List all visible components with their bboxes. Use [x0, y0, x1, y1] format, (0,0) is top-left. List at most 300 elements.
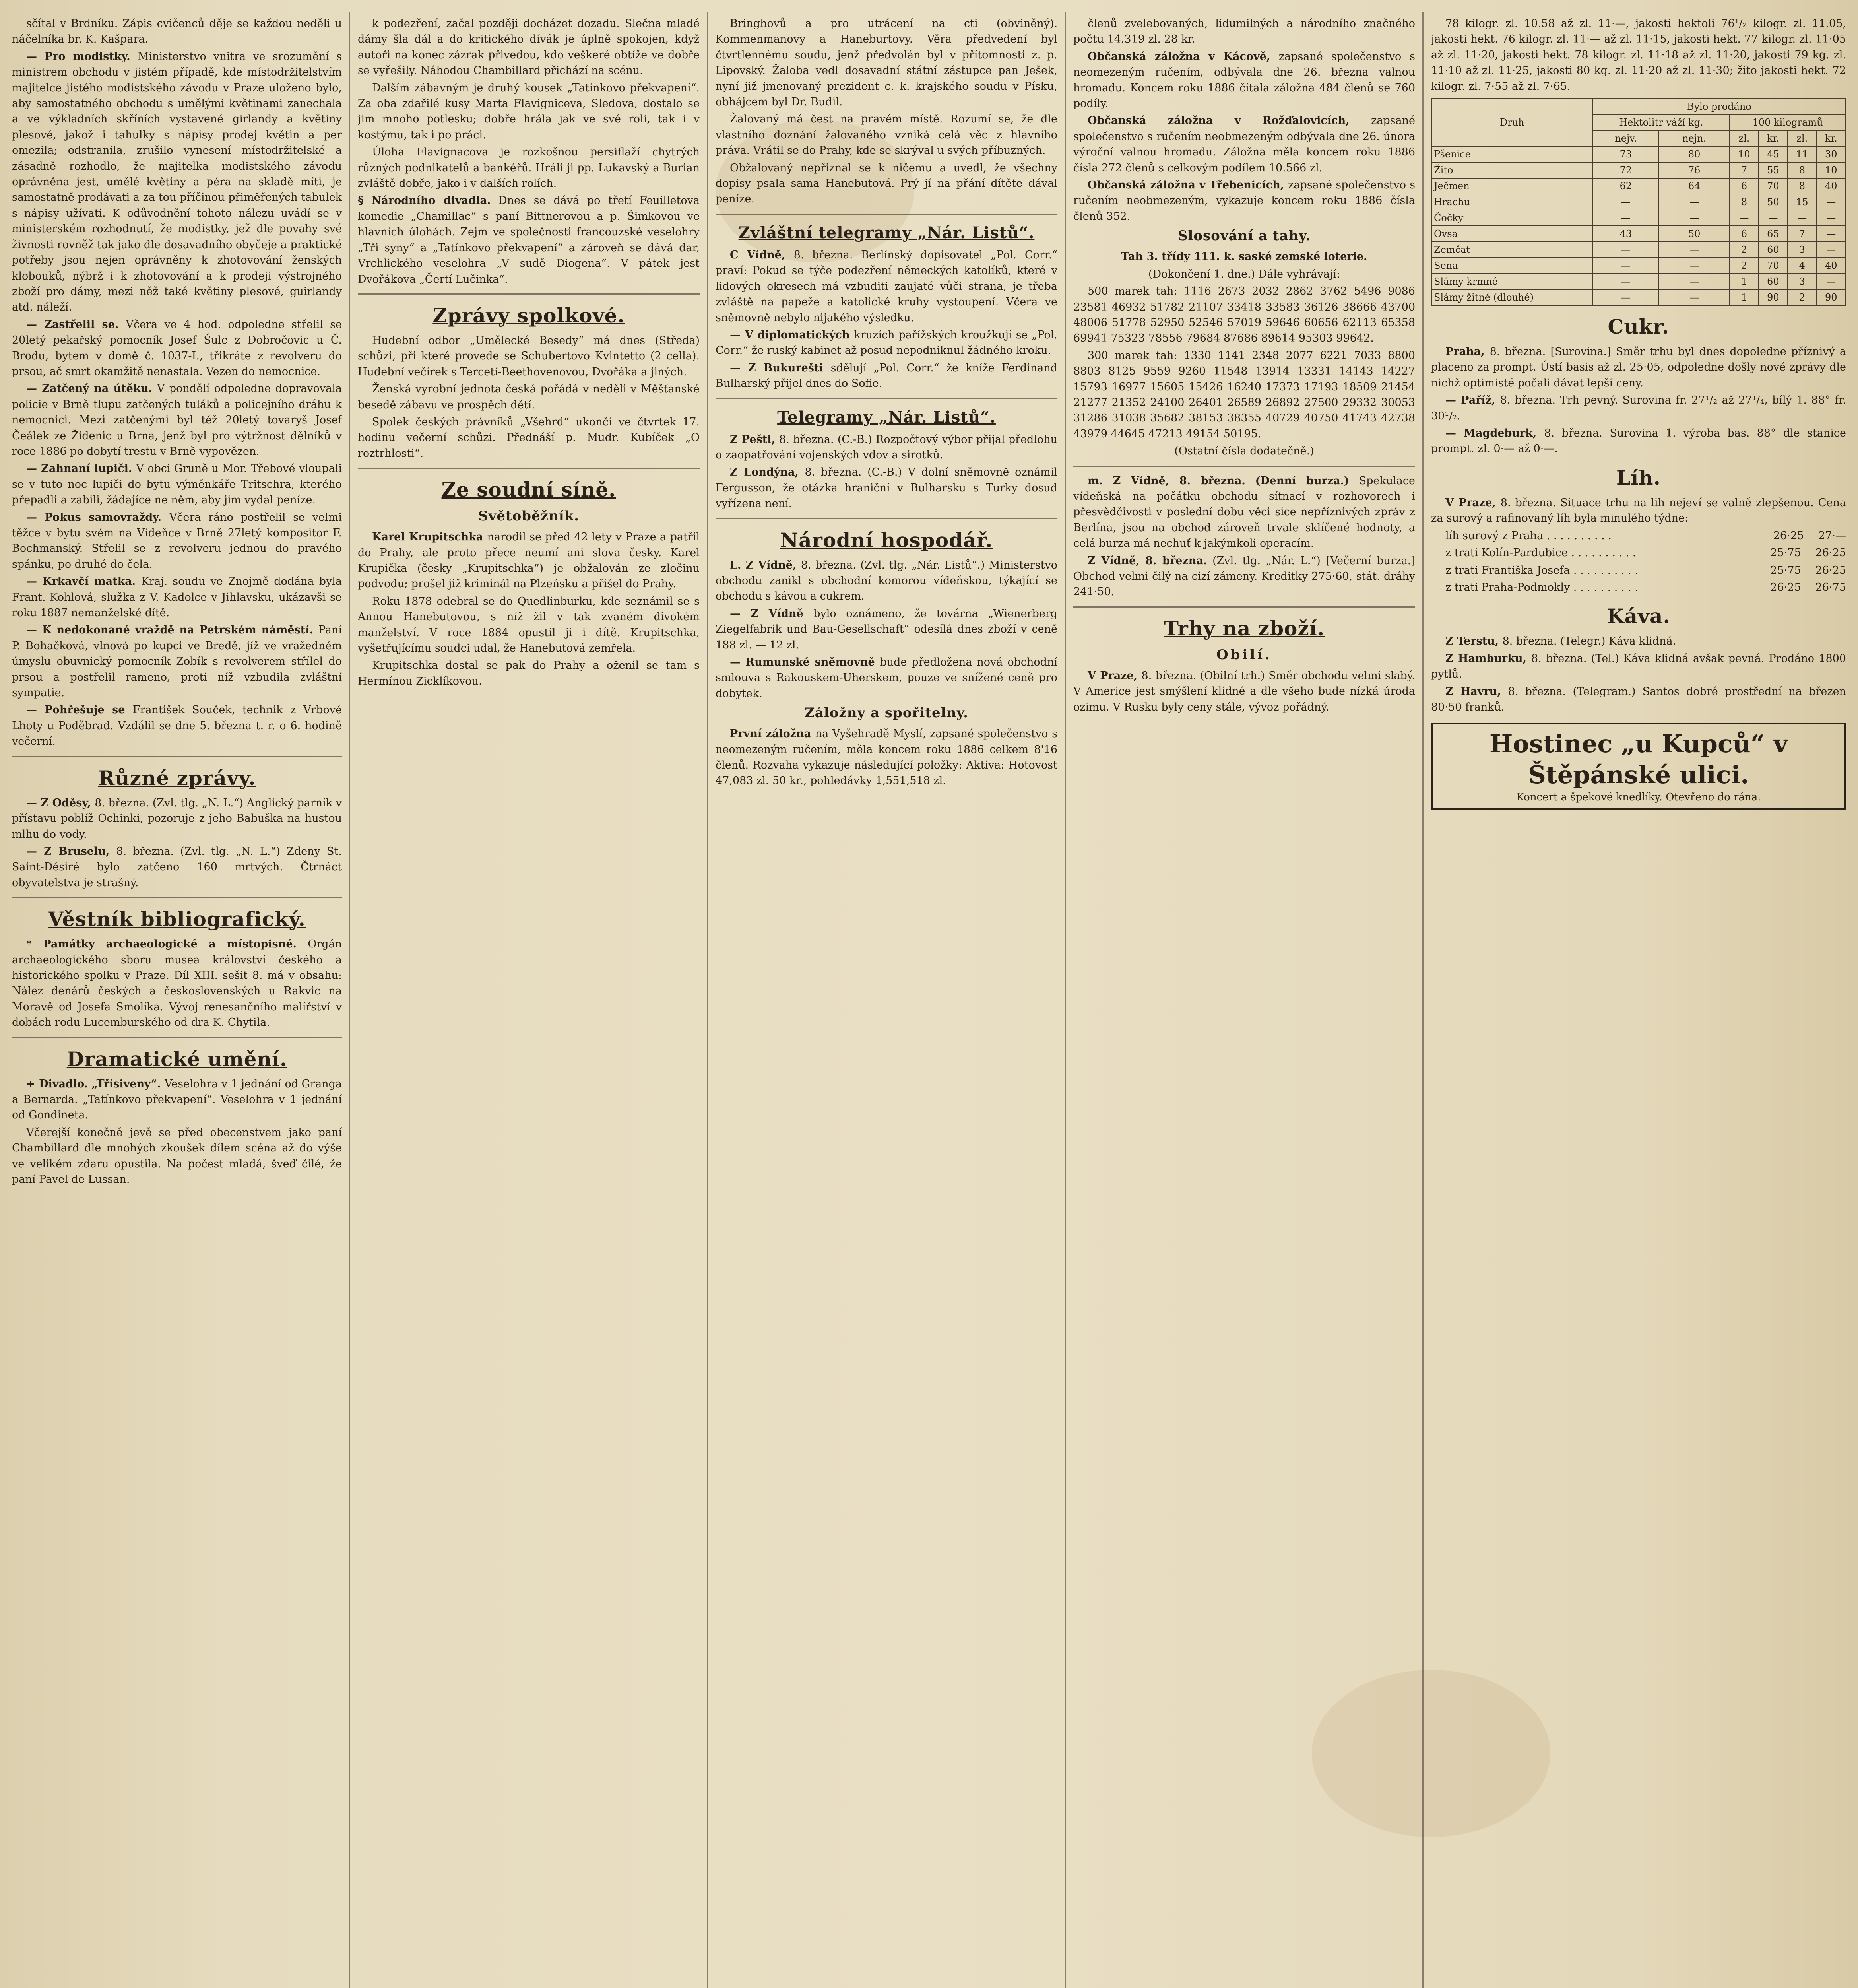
article-text: Hudební odbor „Umělecké Besedy“ má dnes (Středa) schůzi, při které provede se Schubertovo Kvintetto (2 cella). Hudební večírek s Tercetí-Beethovenovou, Dvořáka a jiných. — [358, 334, 700, 378]
article-paragraph — [12, 1125, 342, 1188]
table-cell: 72 — [1593, 162, 1659, 178]
section-title-dramaticke: Dramatické umění. — [66, 1047, 287, 1071]
article-paragraph — [716, 726, 1057, 789]
table-row — [1431, 178, 1846, 194]
table-cell: 8 — [1788, 162, 1817, 178]
table-cell: — — [1659, 210, 1730, 226]
article-lead: L. Z Vídně, — [730, 559, 801, 571]
section-title-cukr: Cukr. — [1608, 315, 1670, 339]
article-lead: — Magdeburk, — [1445, 427, 1544, 440]
article-paragraph — [716, 464, 1057, 511]
table-cell: — — [1817, 274, 1846, 289]
article-text: Včerejší konečně jevě se před obecenstvem jako paní Chambillard dle mnohých zkoušek dílem scéna až do výše ve velikém zdaru opustila. Na počest mladá, šveď čilé, že paní Pavel de Lussan. — [12, 1126, 342, 1186]
section-rule — [1073, 466, 1415, 467]
article-paragraph — [12, 622, 342, 701]
table-cell: 64 — [1659, 178, 1730, 194]
col3-telegr1 — [716, 247, 1057, 392]
article-text: členů zvelebovaných, lidumilných a národního značného počtu 14.319 zl. 28 kr. — [1073, 17, 1415, 46]
article-text: zapsané společenstvo s ručením neobmezeným, vykazuje koncem roku 1886 čísla členů 352. — [1073, 179, 1415, 223]
burza2-paragraph — [1073, 553, 1415, 600]
table-cell: — — [1659, 258, 1730, 274]
table-cell: 70 — [1759, 258, 1788, 274]
article-paragraph — [1073, 16, 1415, 47]
article-text: Včera ve 4 hod. odpoledne střelil se 20letý pekařský pomocník Josef Šulc z Dobročovic u Č. Brodu, bytem v domě č. 1037-I., třikráte z revolveru do prsou, ač smrt okamžitě nenastala. Vezen do nemocnice. — [12, 318, 342, 378]
article-paragraph — [1073, 113, 1415, 176]
price-value: 26·25 — [1773, 529, 1804, 542]
loterie-head: Tah 3. třídy 111. k. saské zemské loterie. — [1121, 250, 1367, 263]
article-text: 8. března. (Zvl. tlg. „N. L.“) Anglický parník v přístavu poblíž Ochinki, pozoruje z jeho Babuška na hustou mlhu do vody. — [12, 796, 342, 841]
table-cell: — — [1730, 210, 1759, 226]
article-text: Krupitschka dostal se pak do Prahy a oženil se tam s Hermínou Zicklíkovou. — [358, 659, 700, 687]
section-title-spolky: Zprávy spolkové. — [432, 303, 625, 327]
table-cell: 80 — [1659, 146, 1730, 162]
col1-items — [12, 16, 342, 749]
section-subtitle-obili: Obilí. — [1216, 646, 1272, 663]
column-5 — [1431, 16, 1846, 1988]
article-paragraph — [358, 333, 700, 380]
table-cell-label: Ječmen — [1431, 178, 1593, 194]
article-lead: — K nedokonané vraždě na Petrském náměstí. — [26, 624, 318, 637]
table-cell: 50 — [1759, 194, 1788, 210]
price-label: z trati Kolín-Pardubice . . . . . . . . . . — [1445, 547, 1636, 559]
article-lead: Z Londýna, — [730, 466, 805, 479]
burza-paragraph — [1073, 473, 1415, 551]
article-text: Úloha Flavignacova je rozkošnou persiflaží chytrých různých podnikatelů a bankéřů. Hráli ji pp. Lukavský a Burian zvláště dobře, jako i v dalších rolích. — [358, 146, 700, 190]
article-lead: * Památky archaeologické a místopisné. — [26, 938, 308, 951]
table-cell: — — [1817, 210, 1846, 226]
table-cell: 10 — [1817, 162, 1846, 178]
table-row — [1431, 226, 1846, 242]
table-cell: 60 — [1759, 242, 1788, 258]
article-text: zapsané společenstvo s ručením neobmezeným odbývala dne 26. února výroční valnou hromadu. Záložna měla koncem roku 1886 čísla 272 členů s celkovým podílem 10.566 zl. — [1073, 115, 1415, 174]
article-lead: — Pro modistky. — [26, 50, 138, 63]
article-text: Paní P. Bohačková, vlnová po kupci ve Bredě, jíž ve vražedném úmyslu obuvnický pomocník Zobík s revolverem střílel do prsou a postřelil rameno, proti níž vzbudila zvláštní sympatie. — [12, 624, 342, 699]
table-cell: 1 — [1730, 274, 1759, 289]
table-cell-label: Pšenice — [1431, 146, 1593, 162]
article-text: Bringhovů a pro utrácení na cti (obviněný). Kommenmanovy a Haneburtovy. Věra předvedení byl čtvrtlennému soudu, jenž předvolán byl v přítomnosti z. p. Lipovský. Žaloba vedl dosavadní státní zástupce pan Ješek, nyní již jmenovaný prezident c. k. krajského soudu v Písku, obhájcem byl Dr. Budil. — [716, 17, 1057, 109]
table-cell: 2 — [1730, 258, 1759, 274]
table-cell: — — [1593, 274, 1659, 289]
column-3 — [716, 16, 1057, 1988]
article-paragraph — [12, 844, 342, 891]
section-title-vestnik: Věstník bibliografický. — [48, 907, 306, 931]
article-paragraph — [12, 1076, 342, 1123]
article-text: 8. března. (Telegram.) Santos dobré prostřední na březen 80·50 franků. — [1431, 685, 1846, 713]
table-cell: 8 — [1788, 178, 1817, 194]
table-cell: 30 — [1817, 146, 1846, 162]
article-paragraph — [1073, 49, 1415, 112]
price-value: 26·25 — [1815, 564, 1846, 577]
table-cell: — — [1817, 194, 1846, 210]
col5-cukr — [1431, 344, 1846, 457]
article-lead: Z Pešti, — [730, 433, 780, 446]
price-value: 26·25 — [1770, 581, 1801, 594]
article-text: 8. března. (Tel.) Káva klidná avšak pevná. Prodáno 1800 pytlů. — [1431, 652, 1846, 681]
table-cell-label: Sena — [1431, 258, 1593, 274]
section-rule — [1073, 606, 1415, 608]
burza-head-em: (Denní burza.) — [1255, 474, 1349, 487]
column-1 — [12, 16, 342, 1988]
divadlo-head: § Národního divadla. — [358, 194, 491, 207]
article-text: 8. března. (Zvl. tlg. „N. L.“) Zdeny St. Saint-Désiré bylo zatčeno 160 mrtvých. Čtrnáct obyvatelstva je strašný. — [12, 845, 342, 889]
article-text: Včera ráno postřelil se velmi těžce v bytu svém na Vídeňce v Brně 27letý kompositor F. Bochmanský. Střelil se z revolveru jednou do pravého spánku, po druhé do čela. — [12, 511, 342, 571]
article-text: 8. března. [Surovina.] Směr trhu byl dnes dopoledne příznivý a placeno za prompt. Ústí basis až zl. 25·05, odpoledne došly nové zprávy dle nichž optimisté počali dávat lepší ceny. — [1431, 346, 1846, 389]
price-value: 27·— — [1818, 529, 1846, 542]
column-2 — [358, 16, 700, 1988]
col3-hosp — [716, 557, 1057, 702]
article-paragraph — [358, 414, 700, 461]
article-paragraph — [1073, 177, 1415, 224]
burza2-head: Z Vídně, 8. března. — [1088, 554, 1207, 567]
section-title-telegr2: Telegramy „Nár. Listů“. — [777, 408, 996, 427]
table-cell: — — [1593, 210, 1659, 226]
article-lead: C Vídně, — [730, 248, 794, 261]
table-cell: 7 — [1788, 226, 1817, 242]
table-cell: — — [1759, 210, 1788, 226]
article-paragraph — [12, 49, 342, 315]
table-cell: 3 — [1788, 242, 1817, 258]
article-lead: — Zastřelil se. — [26, 318, 126, 331]
divadlo-paragraph — [358, 193, 700, 287]
section-rule — [12, 1037, 342, 1038]
table-cell: — — [1593, 258, 1659, 274]
article-text: Dalším zábavným je druhý kousek „Tatínkovo překvapení“. Za oba zdařilé kusy Marta Flavigniceva, Sledova, dostalo se jim mnoho potlesku; dobře hrála jak ve své roli, tak i v kostýmu, tak i po práci. — [358, 82, 700, 141]
price-row — [1431, 563, 1846, 578]
section-rule — [716, 518, 1057, 519]
article-paragraph — [1431, 684, 1846, 715]
table-row — [1431, 210, 1846, 226]
price-row — [1431, 528, 1846, 544]
section-rule — [12, 756, 342, 757]
col1-vestnik — [12, 936, 342, 1030]
section-title-soud: Ze soudní síně. — [441, 478, 616, 502]
article-lead: Z Hamburku, — [1445, 652, 1531, 665]
col3-zalozny — [716, 726, 1057, 789]
article-lead: Karel Krupitschka — [372, 531, 487, 544]
burza2-text: (Zvl. tlg. „Nár. L.“) [Večerní burza.] Obchod velmi čilý na cizí zámeny. Kreditky 275·60, stát. dráhy 241·50. — [1073, 554, 1415, 598]
section-title-loterie: Slosování a tahy. — [1177, 228, 1311, 244]
table-row — [1431, 242, 1846, 258]
article-text: narodil se před 42 lety v Praze a patřil do Prahy, ale proto přece neumí ani slova česky. Karel Krupička (česky „Krupitschka“) je obžalován ze zločinu podvodu; prošel již kriminál na Plzeňsku a přišel do Prahy. — [358, 531, 700, 590]
article-lead: V Praze, — [1445, 496, 1501, 509]
divadlo-text: Dnes se dává po třetí Feuilletova komedie „Chamillac“ s paní Bittnerovou a p. Šimkovou ve hlavních úlohách. Zejm ve společnosti francouzské veselohry „Tři syny“ a „Tatínkovo překvapení“ a zároveň se dává dar, Vrchlického veselohra „V sudě Diogena“. V pátek jest Dvořákova „Čertí Lučinka“. — [358, 194, 700, 285]
article-text: sdělují „Pol. Corr.“ že kníže Ferdinand Bulharský přijel dnes do Sofie. — [716, 361, 1057, 390]
article-paragraph — [358, 16, 700, 79]
table-cell-label: Ovsa — [1431, 226, 1593, 242]
article-text: 8. března. Situace trhu na lih nejeví se valně zlepšenou. Cena za surový a rafinovaný líh byla minulého týdne: — [1431, 496, 1846, 525]
table-cell: — — [1659, 242, 1730, 258]
article-paragraph — [716, 557, 1057, 604]
article-lead: Občanská záložna v Třebenicích, — [1088, 179, 1288, 192]
article-lead: — V diplomatických — [730, 328, 854, 341]
table-cell: 40 — [1817, 258, 1846, 274]
col4-trhy — [1073, 668, 1415, 715]
article-lead: Praha, — [1445, 346, 1490, 358]
article-lead: + Divadlo. „Třísiveny“. — [26, 1077, 165, 1090]
article-paragraph — [358, 80, 700, 143]
article-paragraph — [1431, 633, 1846, 649]
column-rule — [1422, 12, 1424, 1988]
table-cell: 90 — [1817, 289, 1846, 305]
section-subtitle-zalozny: Záložny a spořitelny. — [804, 705, 969, 721]
article-paragraph — [12, 510, 342, 573]
table-head-prodano: Bylo prodáno — [1593, 99, 1846, 115]
article-text: 8. března. (C.-B.) Rozpočtový výbor přijal předlohu o zaopatřování vojenských vdov a sirotků. — [716, 433, 1057, 461]
article-paragraph — [1431, 651, 1846, 682]
article-text: V pondělí odpoledne dopravovala policie v Brně tlupu zatčených tuláků a policejního dráhu k nemocnici. Mezi zatčenými byl též 20letý tovaryš Josef Čeálek ze Židenic u Brna, jenž byl pro výtržnost dělníků v roce 1886 po dobytí trestu v Brně vypovězen. — [12, 382, 342, 458]
section-title-trhy: Trhy na zboží. — [1164, 616, 1325, 640]
article-text: na Vyšehradě Myslí, zapsané společenstvo s neomezeným ručením, měla koncem roku 1886 celkem 8'16 členů. Rozvaha vykazuje následující položky: Aktiva: Hotovost 47,083 zl. 50 kr., pohledávky 1,551,518 zl. — [716, 728, 1057, 787]
col3-telegr2 — [716, 432, 1057, 512]
article-text: 8. března. (Obilní trh.) Směr obchodu velmi slabý. V Americe jest smýšlení klidné a dle všeho bude nízká úroda ozimu. V Rusku byly ceny stále, vývoz pořádný. — [1073, 669, 1415, 713]
article-paragraph — [12, 702, 342, 749]
col3-items — [716, 16, 1057, 207]
article-lead: — Z Bruselu, — [26, 845, 116, 858]
table-cell: 40 — [1817, 178, 1846, 194]
article-text: zapsané společenstvo s neomezeným ručením, odbývala dne 26. března valnou hromadu. Koncem roku 1886 čítala záložna 484 členů se 760 podíly. — [1073, 50, 1415, 110]
article-paragraph — [12, 795, 342, 842]
column-rule — [1065, 12, 1066, 1988]
article-lead: — Z Bukurešti — [730, 361, 831, 374]
table-cell: 70 — [1759, 178, 1788, 194]
article-paragraph — [716, 327, 1057, 359]
price-value: 25·75 — [1770, 547, 1801, 559]
col1-dramaticke — [12, 1076, 342, 1188]
article-text: Orgán archaeologického sboru musea království českého a historického spolku v Praze. Díl XIII. sešit 8. má v obsahu: Nález denárů českých a československých u Rakvic na Moravě od Josefa Smolíka. Vývoj renesančního malířství v dobách rodu Lucemburského od dra K. Chytila. — [12, 938, 342, 1029]
table-head-hekt: Hektolitr váží kg. — [1593, 115, 1730, 130]
price-value: 26·25 — [1815, 547, 1846, 559]
table-cell: 55 — [1759, 162, 1788, 178]
article-lead: — Krkavčí matka. — [26, 575, 142, 588]
article-lead: Občanská záložna v Kácově, — [1088, 50, 1279, 63]
table-cell: — — [1593, 194, 1659, 210]
section-title-hospodar: Národní hospodář. — [780, 528, 993, 552]
table-subhead: nejn. — [1659, 130, 1730, 146]
col5-lih — [1431, 495, 1846, 526]
table-cell: 2 — [1730, 242, 1759, 258]
col5-items — [1431, 16, 1846, 94]
article-text: 8. března. Surovina 1. výroba bas. 88° dle stanice prompt. zl. 0·— až 0·—. — [1431, 427, 1846, 455]
table-cell: 7 — [1730, 162, 1759, 178]
article-paragraph — [358, 381, 700, 413]
price-label: z trati Františka Josefa . . . . . . . . . . — [1445, 564, 1638, 577]
price-value: 25·75 — [1770, 564, 1801, 577]
article-paragraph — [12, 936, 342, 1030]
grain-price-table — [1431, 98, 1846, 306]
ad-title: Hostinec „u Kupců“ v Štěpánské ulici. — [1489, 729, 1788, 790]
table-row — [1431, 194, 1846, 210]
article-paragraph — [358, 594, 700, 656]
article-lead: — Paříž, — [1445, 394, 1500, 407]
article-paragraph — [716, 111, 1057, 158]
article-paragraph — [1073, 668, 1415, 715]
column-rule — [349, 12, 350, 1988]
article-paragraph — [716, 16, 1057, 110]
table-cell: 6 — [1730, 178, 1759, 194]
article-lead: Z Havru, — [1445, 685, 1508, 698]
col2-spolky — [358, 333, 700, 461]
table-cell-label: Žito — [1431, 162, 1593, 178]
article-paragraph — [716, 360, 1057, 392]
article-lead: V Praze, — [1088, 669, 1142, 682]
article-text: 8. března. (Zvl. tlg. „Nár. Listů“.) Ministerstvo obchodu zanikl s obchodní komorou vídeňskou, týkající se obchodu s kávou a cukrem. — [716, 559, 1057, 603]
article-text: Veselohra v 1 jednání od Granga a Bernarda. „Tatínkovo překvapení“. Veselohra v 1 jednání od Gondineta. — [12, 1077, 342, 1122]
col5-kava — [1431, 633, 1846, 715]
article-paragraph — [12, 16, 342, 47]
loterie-300: 300 marek tah: 1330 1141 2348 2077 6221 7033 8800 8803 8125 9559 9260 11548 13914 13331 14143 14227 15793 16977 15605 15426 16240 17373 17193 18509 21454 21277 21352 24100 26401 26589 26892 27500 29332 30053 31286 31038 35682 38153 38355 40729 40750 41743 42738 43979 44645 47213 49154 50195. — [1073, 349, 1415, 440]
table-cell: — — [1593, 289, 1659, 305]
section-title-telegr1: Zvláštní telegramy „Nár. Listů“. — [738, 223, 1035, 242]
article-paragraph — [1431, 392, 1846, 424]
article-paragraph — [12, 317, 342, 380]
table-cell: 8 — [1730, 194, 1759, 210]
article-paragraph — [716, 247, 1057, 326]
table-cell: 62 — [1593, 178, 1659, 194]
table-cell: 50 — [1659, 226, 1730, 242]
article-lead: Občanská záložna v Rožďalovicích, — [1088, 115, 1371, 127]
col2-soud — [358, 529, 700, 689]
table-subhead: zl. — [1730, 130, 1759, 146]
table-cell: 15 — [1788, 194, 1817, 210]
article-paragraph — [1431, 16, 1846, 94]
article-text: Ministerstvo vnitra ve srozumění s ministrem obchodu v jistém případě, kde místodržitelstvím majitelce jistého modistského závodu v Praze uloženo bylo, aby samostatného obchodu s umělými květinami zanechala a ve výkladních skříních vystavené girlandy a květiny plesové, jakož i tahulky s nápisy prodej květin a per omezila; odstranila, zrušilo vynesení místodržitelské a zásadně rozhodlo, že majitelka modistského závodu oprávněna jest, umělé květiny a péra na skladě míti, je samostatně prodávati a za tou příčinou přiměřených tabulek s nápisy užívati. K odůvodnění tohoto nálezu uvádí se v ministerském rozhodnutí, že modistky, jež dle povahy své živnosti rovněž tak jako dle dosavadního obyčeje a praktické potřeby jsou nejen oprávněny k zhotovování ženských klobouků, nýbrž i k zhotovování a k prodeji výstrojného zboží pro dámy, mezi něž také květiny plesové, guirlandy atd. náleží. — [12, 50, 342, 314]
section-rule — [358, 293, 700, 295]
section-title-zpravy: Různé zprávy. — [98, 766, 256, 790]
table-cell: 45 — [1759, 146, 1788, 162]
section-rule — [716, 398, 1057, 399]
table-subhead: zl. — [1788, 130, 1817, 146]
table-row — [1431, 274, 1846, 289]
table-cell: 6 — [1730, 226, 1759, 242]
article-text: sčítal v Brdníku. Zápis cvičenců děje se každou neděli u náčelníka br. K. Kašpara. — [12, 17, 342, 46]
table-cell: — — [1593, 242, 1659, 258]
article-paragraph — [12, 381, 342, 459]
article-text: Žalovaný má čest na pravém místě. Rozumí se, že dle vlastního doznání žalovaného vzniká celá věc z hlavního práva. Vrátil se do Prahy, kde se skrýval u svých příbuzných. — [716, 113, 1057, 157]
col2-items — [358, 16, 700, 191]
section-subtitle-soud: Světoběžník. — [478, 508, 580, 524]
article-text: Kraj. soudu ve Znojmě dodána byla Frant. Kohlová, služka z V. Kadolce v Jihlavsku, ukázavši se roku 1887 nemanželské dítě. — [12, 575, 342, 619]
table-cell: 73 — [1593, 146, 1659, 162]
article-lead: — Pohřešuje se — [26, 704, 133, 716]
loterie-500: 500 marek tah: 1116 2673 2032 2862 3762 5496 9086 23581 46932 51782 21107 33418 33583 36126 38666 43700 48006 51778 52950 52546 57019 59646 60656 62113 65358 69941 75323 78556 79684 87686 89614 95303 99642. — [1073, 285, 1415, 345]
column-4 — [1073, 16, 1415, 1988]
article-text: Roku 1878 odebral se do Quedlinburku, kde seznámil se s Annou Hanebutovou, s níž žil v tak zvaném divokém manželství. V roce 1884 opustil ji i dítě. Krupitschka, vyšetřujícímu soudci udal, že Hanebutová zemřela. — [358, 595, 700, 654]
article-lead: — Zahnaní lupiči. — [26, 462, 136, 475]
article-lead: — Z Oděsy, — [26, 796, 95, 809]
ad-subtitle: Koncert a špekové knedlíky. Otevřeno do rána. — [1516, 791, 1761, 804]
article-paragraph — [358, 529, 700, 592]
table-cell: — — [1659, 194, 1730, 210]
col4-items — [1073, 16, 1415, 224]
article-lead: — Rumunské sněmovně — [730, 656, 880, 668]
price-row — [1431, 580, 1846, 595]
table-cell-label: Čočky — [1431, 210, 1593, 226]
article-paragraph — [12, 574, 342, 621]
table-cell: 90 — [1759, 289, 1788, 305]
article-paragraph — [1431, 344, 1846, 391]
table-cell: 2 — [1788, 289, 1817, 305]
article-text: 78 kilogr. zl. 10.58 až zl. 11·—, jakosti hektoli 76¹/₂ kilogr. zl. 11.05, jakosti hekt. 76 kilogr. zl. 11·— až zl. 11·15, jakosti hekt. 77 kilogr. zl. 11·05 až zl. 11·20, jakosti hekt. 78 kilogr. zl. 11·18 až zl. 11·20, jakosti 79 kg. zl. 11·10 až zl. 11·25, jakosti 80 kg. zl. 11·20 až zl. 11·30; žito jakosti hekt. 72 kilogr. zl. 7·55 až zl. 7·65. — [1431, 17, 1846, 93]
article-paragraph — [716, 606, 1057, 653]
table-cell: 11 — [1788, 146, 1817, 162]
table-cell-label: Zemčat — [1431, 242, 1593, 258]
table-cell: — — [1659, 274, 1730, 289]
article-text: 8. března. (C.-B.) V dolní sněmovně oznámil Fergusson, že otázka hraniční v Bulharsku s Turky dosud vyřízena není. — [716, 466, 1057, 510]
article-paragraph — [716, 160, 1057, 207]
table-cell: 1 — [1730, 289, 1759, 305]
article-text: Spolek českých právníků „Všehrd“ ukončí ve čtvrtek 17. hodinu večerní schůzi. Přednáší p. Mudr. Kubíček „O roztrhlosti“. — [358, 415, 700, 460]
article-text: Obžalovaný nepřiznal se k ničemu a uvedl, že všechny dopisy psala sama Hanebutová. Prý jí na přání dítěte dával peníze. — [716, 161, 1057, 206]
table-head-druh: Druh — [1431, 99, 1593, 146]
col1-zpravy — [12, 795, 342, 891]
table-cell: 10 — [1730, 146, 1759, 162]
article-text: František Souček, technik z Vrbové Lhoty u Poděbrad. Vzdálil se dne 5. března t. r. o 6. hodině večerní. — [12, 704, 342, 748]
burza-head: m. Z Vídně, 8. března. — [1088, 474, 1245, 487]
price-value: 26·75 — [1815, 581, 1846, 594]
section-rule — [358, 468, 700, 469]
article-text: k podezření, začal později docházet dozadu. Slečna mladé dámy šla dál a do kritického dívák je úplně spokojen, když autoři na konec zázrak přivedou, kdo veškeré obtíže ve dobře se vyřešily. Náhodou Chambillard přichází na scénu. — [358, 17, 700, 77]
table-row — [1431, 289, 1846, 305]
lih-price-list — [1431, 528, 1846, 596]
section-title-kava: Káva. — [1607, 604, 1670, 628]
article-paragraph — [716, 432, 1057, 463]
table-row — [1431, 258, 1846, 274]
table-cell: 60 — [1759, 274, 1788, 289]
loterie-note: (Ostatní čísla dodatečně.) — [1174, 445, 1314, 458]
column-rule — [707, 12, 708, 1988]
article-paragraph — [358, 144, 700, 191]
table-subhead: kr. — [1817, 130, 1846, 146]
table-subhead: kr. — [1759, 130, 1788, 146]
table-cell: 76 — [1659, 162, 1730, 178]
table-cell: 43 — [1593, 226, 1659, 242]
article-text: 8. března. Berlínský dopisovatel „Pol. Corr.“ praví: Pokud se týče podezření německých katolíků, které v lidových okresech má vzbuditi zaujaté vůči strana, je třeba zvláště na papeže a katolické kruhy vystoupení. Včera ve sněmovně nebylo nijakého výsledku. — [716, 248, 1057, 324]
article-lead: — Zatčený na útěku. — [26, 382, 157, 395]
table-cell-label: Slámy žitné (dlouhé) — [1431, 289, 1593, 305]
table-cell-label: Slámy krmné — [1431, 274, 1593, 289]
article-text: 8. března. Trh pevný. Surovina fr. 27¹/₂ až 27¹/₄, bílý 1. 88° fr. 30¹/₂. — [1431, 394, 1846, 422]
article-text: bude předložena nová obchodní smlouva s Rakouskem-Uherskem, pouze ve snížené ceně pro dobytek. — [716, 656, 1057, 700]
article-lead: — Z Vídně — [730, 607, 814, 620]
article-lead: — Pokus samovraždy. — [26, 511, 169, 524]
section-title-lih: Líh. — [1616, 466, 1661, 489]
table-cell: 3 — [1788, 274, 1817, 289]
article-text: Ženská vyrobní jednota česká pořádá v neděli v Měšťanské besedě zábavu ve prospěch dětí. — [358, 383, 700, 411]
price-label: líh surový z Praha . . . . . . . . . . — [1445, 529, 1612, 542]
article-paragraph — [1431, 425, 1846, 457]
table-cell: — — [1817, 226, 1846, 242]
table-cell: 4 — [1788, 258, 1817, 274]
table-cell-label: Hrachu — [1431, 194, 1593, 210]
table-cell: — — [1788, 210, 1817, 226]
table-row — [1431, 162, 1846, 178]
table-cell: 65 — [1759, 226, 1788, 242]
advertisement-box — [1431, 723, 1846, 810]
article-paragraph — [716, 654, 1057, 701]
article-lead: První záložna — [730, 728, 815, 740]
article-text: bylo oznámeno, že továrna „Wienerberg Ziegelfabrik und Bau-Gesellschaft“ odesílá dnes zboží v ceně 188 zl. — 12 zl. — [716, 607, 1057, 651]
article-text: V obci Gruně u Mor. Třebové vloupali se v tuto noc lupiči do bytu výměnkáře Tritschra, kterého přepadli a zabili, žádajíce ne něm, aby jim vydal peníze. — [12, 462, 342, 507]
table-subhead: nejv. — [1593, 130, 1659, 146]
loterie-sub: (Dokončení 1. dne.) Dále vyhrávají: — [1148, 268, 1340, 280]
section-rule — [716, 214, 1057, 215]
article-text: 8. března. (Telegr.) Káva klidná. — [1502, 635, 1676, 648]
burza-text: Spekulace vídeňská na počátku obchodu sítnací v rozhovorech i přesvědčivosti v poslední dobu věci sice nepříznivých zpráv z Berlína, jsou na obchod zároveň trvale sklíčené hodnoty, a celá burza má nechuť k jakýmkoli operacím. — [1073, 474, 1415, 550]
article-paragraph — [358, 658, 700, 689]
price-label: z trati Praha-Podmokly . . . . . . . . . . — [1445, 581, 1638, 594]
article-lead: Z Terstu, — [1445, 635, 1503, 648]
table-cell: — — [1659, 289, 1730, 305]
